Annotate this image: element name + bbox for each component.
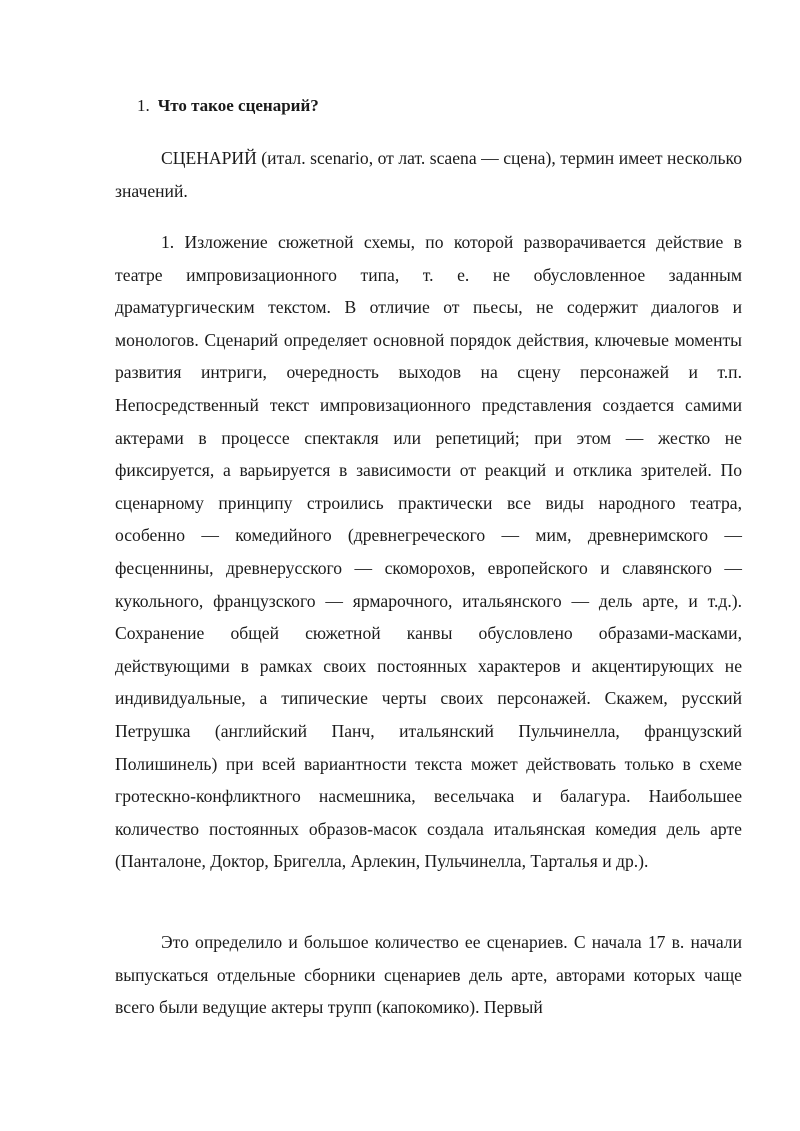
paragraph-scenario-collections: Это определило и большое количество ее сценариев. С начала 17 в. начали выпускаться отдельные сборники сценариев дель арте, авторами которых чаще всего были ведущие актеры трупп (капокомико). Первый xyxy=(115,932,742,1018)
paragraph-definition-intro: СЦЕНАРИЙ (итал. scenario, от лат. scaena — сцена), термин имеет несколько значений. xyxy=(115,148,742,201)
paragraph-meaning-one: 1. Изложение сюжетной схемы, по которой разворачивается действие в театре импровизационного типа, т. е. не обусловленное заданным драматургическим текстом. В отличие от пьесы, не содержит диалогов и монологов. Сценарий определяет основной порядок действия, ключевые моменты развития интриги, очередность выходов на сцену персонажей и т.п. Непосредственный текст импровизационного представления создается самими актерами в процессе спектакля или репетиций; при этом — жестко не фиксируется, а варьируется в зависимости от реакций и отклика зрителей. По сценарному принципу строились практически все виды народного театра, особенно — комедийного (древнегреческого — мим, древнеримского — фесценнины, древнерусского — скоморохов, европейского и славянского — кукольного, французского — ярмарочного, итальянского — дель арте, и т.д.). Сохранение общей сюжетной канвы обусловлено образами-масками, действующими в рамках своих постоянных характеров и акцентирующих не индивидуальные, а типические черты своих персонажей. Скажем, русский Петрушка (английский Панч, итальянский Пульчинелла, французский Полишинель) при всей вариантности текста может действовать только в схеме гротескно-конфликтного насмешника, весельчака и балагура. Наибольшее количество постоянных образов-масок создала итальянская комедия дель арте (Панталоне, Доктор, Бригелла, Арлекин, Пульчинелла, Тарталья и др.). xyxy=(115,232,742,872)
section-heading xyxy=(137,94,319,118)
section-number: 1. xyxy=(137,96,150,115)
section-title: Что такое сценарий? xyxy=(157,96,319,115)
